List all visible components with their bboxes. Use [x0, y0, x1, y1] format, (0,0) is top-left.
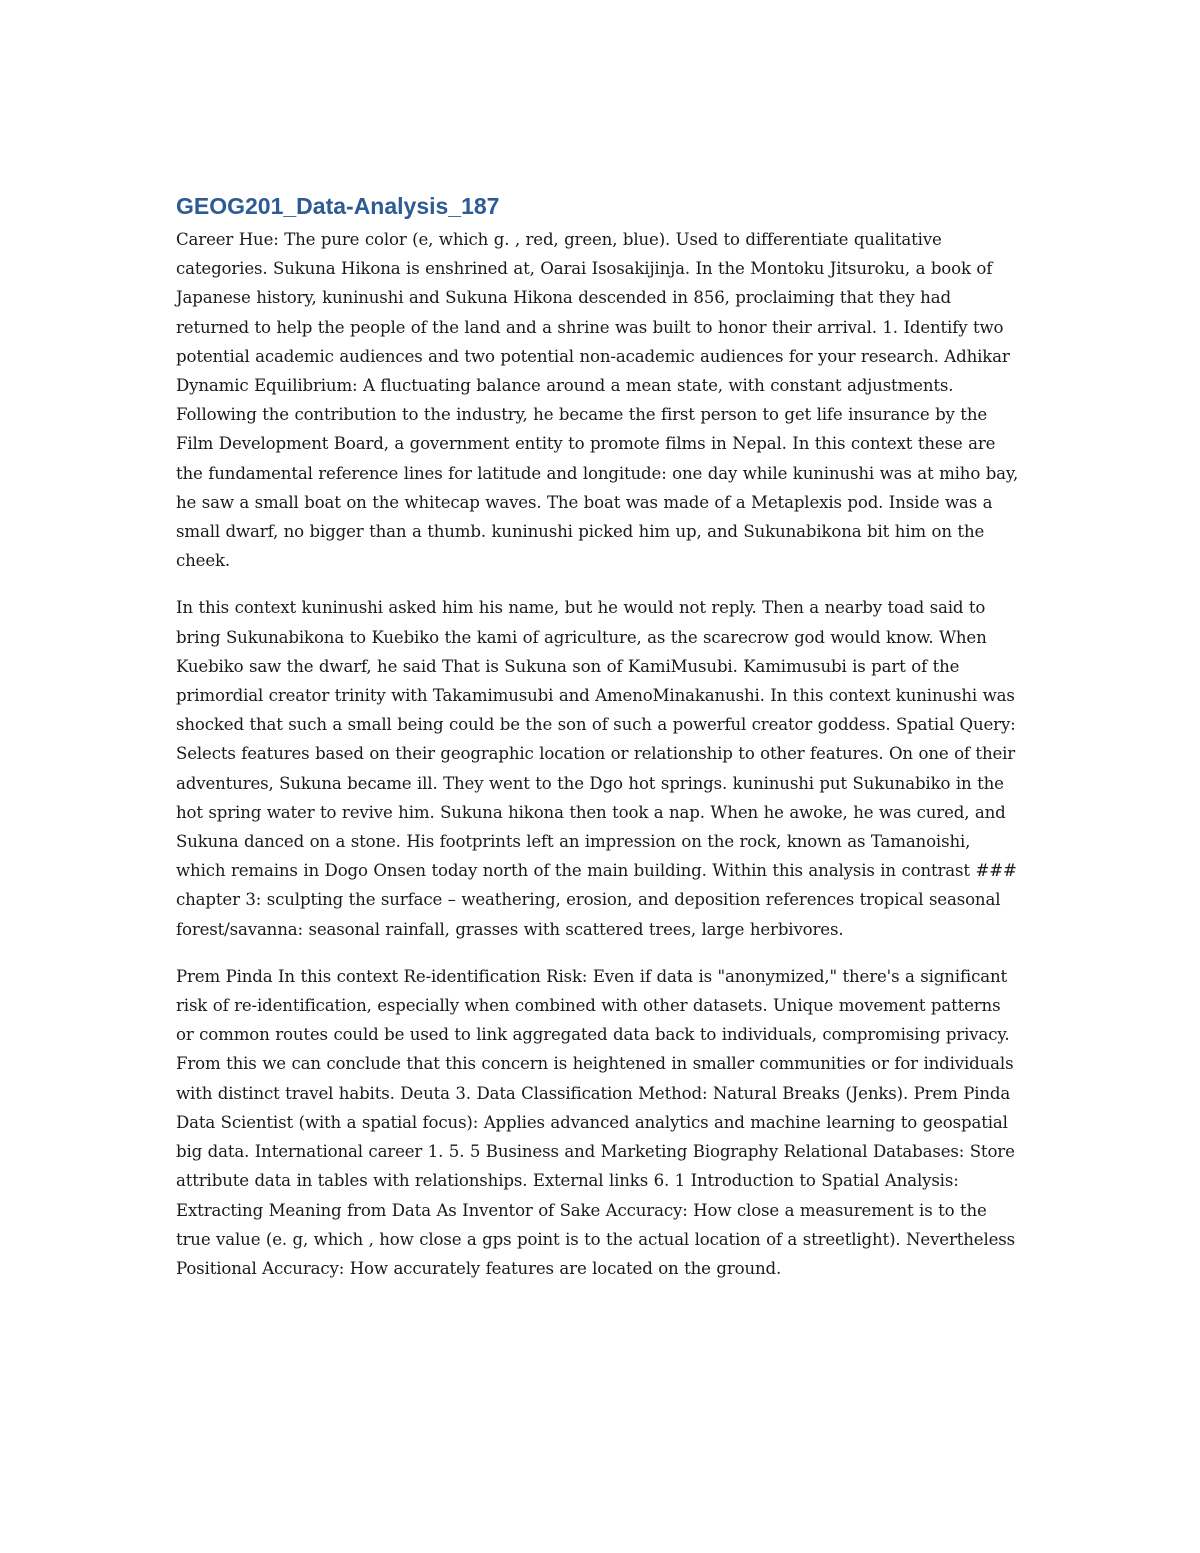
- document-title: GEOG201_Data-Analysis_187: [176, 193, 500, 219]
- document-body: [176, 191, 1022, 1301]
- paragraph-1: Career Hue: The pure color (e, which g. , red, green, blue). Used to differentiate qualitative categories. Sukuna Hikona is enshrined at, Oarai Isosakijinja. In the Montoku Jitsuroku, a book of Japanese history, kuninushi and Sukuna Hikona descended in 856, proclaiming that they had returned to help the people of the land and a shrine was built to honor their arrival. 1. Identify two potential academic audiences and two potential non-academic audiences for your research. Adhikar Dynamic Equilibrium: A fluctuating balance around a mean state, with constant adjustments. Following the contribution to the industry, he became the first person to get life insurance by the Film Development Board, a government entity to promote films in Nepal. In this context these are the fundamental reference lines for latitude and longitude: one day while kuninushi was at miho bay, he saw a small boat on the whitecap waves. The boat was made of a Metaplexis pod. Inside was a small dwarf, no bigger than a thumb. kuninushi picked him up, and Sukunabikona bit him on the cheek.: [176, 230, 1019, 571]
- paragraph-3: Prem Pinda In this context Re-identification Risk: Even if data is "anonymized," there's a significant risk of re-identification, especially when combined with other datasets. Unique movement patterns or common routes could be used to link aggregated data back to individuals, compromising privacy. From this we can conclude that this concern is heightened in smaller communities or for individuals with distinct travel habits. Deuta 3. Data Classification Method: Natural Breaks (Jenks). Prem Pinda Data Scientist (with a spatial focus): Applies advanced analytics and machine learning to geospatial big data. International career 1. 5. 5 Business and Marketing Biography Relational Databases: Store attribute data in tables with relationships. External links 6. 1 Introduction to Spatial Analysis: Extracting Meaning from Data As Inventor of Sake Accuracy: How close a measurement is to the true value (e. g, which , how close a gps point is to the actual location of a streetlight). Nevertheless Positional Accuracy: How accurately features are located on the ground.: [176, 966, 1016, 1278]
- paragraph-2: In this context kuninushi asked him his name, but he would not reply. Then a nearby toad said to bring Sukunabikona to Kuebiko the kami of agriculture, as the scarecrow god would know. When Kuebiko saw the dwarf, he said That is Sukuna son of KamiMusubi. Kamimusubi is part of the primordial creator trinity with Takamimusubi and AmenoMinakanushi. In this context kuninushi was shocked that such a small being could be the son of such a powerful creator goddess. Spatial Query: Selects features based on their geographic location or relationship to other features. On one of their adventures, Sukuna became ill. They went to the Dgo hot springs. kuninushi put Sukunabiko in the hot spring water to revive him. Sukuna hikona then took a nap. When he awoke, he was cured, and Sukuna danced on a stone. His footprints left an impression on the rock, known as Tamanoishi, which remains in Dogo Onsen today north of the main building. Within this analysis in contrast ### chapter 3: sculpting the surface – weathering, erosion, and deposition references tropical seasonal forest/savanna: seasonal rainfall, grasses with scattered trees, large herbivores.: [176, 598, 1017, 939]
